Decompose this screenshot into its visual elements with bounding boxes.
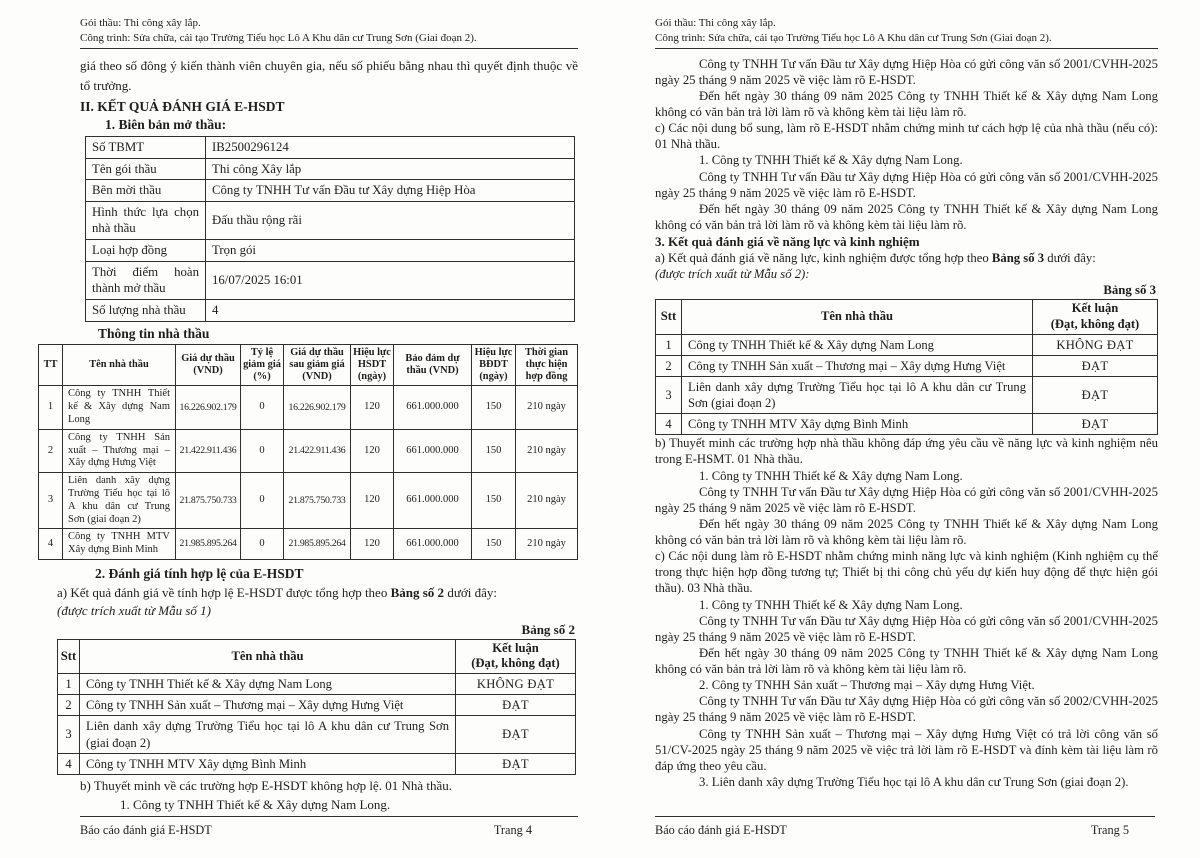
cell-label: Thời điểm hoàn thành mở thầu (86, 261, 206, 299)
column-header: Giá dự thầu (VND) (176, 344, 241, 386)
cell-result: ĐẠT (456, 695, 576, 716)
cell-bidder-name: Công ty TNHH MTV Xây dựng Bình Minh (63, 529, 176, 560)
cell-value: IB2500296124 (206, 136, 575, 158)
cell-bidder-name: Công ty TNHH Sản xuất – Thương mại – Xây dựng Hưng Việt (682, 355, 1033, 376)
page-number: Trang 4 (493, 823, 532, 837)
cell: 3 (656, 377, 682, 414)
paragraph: Công ty TNHH Tư vấn Đầu tư Xây dựng Hiệp Hòa có gửi công văn số 2001/CVHH-2025 ngày 25 tháng 9 năm 2025 về việc làm rõ E-HSDT. (655, 56, 1158, 87)
table-row (656, 377, 1158, 414)
table-row (86, 240, 575, 262)
cell: 661.000.000 (394, 473, 472, 529)
cell-bidder-name: Liên danh xây dựng Trường Tiểu học tại lô A khu dân cư Trung Sơn (giai đoạn 2) (63, 473, 176, 529)
running-header-line1: Gói thầu: Thi công xây lắp. (655, 17, 776, 29)
cell-value: 16/07/2025 16:01 (206, 261, 575, 299)
cell: 661.000.000 (394, 429, 472, 472)
cell: 2 (58, 695, 80, 716)
cell-bidder-name: Công ty TNHH Sản xuất – Thương mại – Xây dựng Hưng Việt (80, 695, 456, 716)
cell-bidder-name: Liên danh xây dựng Trường Tiểu học tại lô A khu dân cư Trung Sơn (giai đoạn 2) (682, 377, 1033, 414)
page-footer (80, 816, 578, 838)
subsection-eligibility-title: 2. Đánh giá tính hợp lệ của E-HSDT (95, 565, 304, 581)
cell-label: Hình thức lựa chọn nhà thầu (86, 201, 206, 239)
running-header-line2: Công trình: Sửa chữa, cải tạo Trường Tiểu học Lô A Khu dân cư Trung Sơn (Giai đoạn 2). (655, 31, 1052, 44)
cell: 210 ngày (516, 529, 578, 560)
cell: 4 (656, 414, 682, 435)
column-header-line2: (Đạt, không đạt) (1050, 317, 1140, 332)
cell-result: KHÔNG ĐẠT (1033, 334, 1158, 355)
table-row (58, 716, 576, 753)
cell-result: ĐẠT (456, 716, 576, 753)
table-row (86, 261, 575, 299)
cell: 21.422.911.436 (284, 429, 351, 472)
cell-value: Thi công Xây lắp (206, 158, 575, 180)
table-row (39, 429, 578, 472)
cell-result: ĐẠT (456, 753, 576, 774)
page-right (655, 0, 1158, 858)
paragraph: Đến hết ngày 30 tháng 09 năm 2025 Công ty TNHH Thiết kế & Xây dựng Nam Long không có văn bản trả lời làm rõ và không kèm tài liệu làm rõ. (655, 645, 1158, 677)
cell: 4 (58, 753, 80, 774)
page-left (38, 0, 578, 858)
footer-label: Báo cáo đánh giá E-HSDT (80, 823, 212, 837)
cell-result: ĐẠT (1033, 414, 1158, 435)
cell: 21.875.750.733 (284, 473, 351, 529)
column-header-line1: Kết luận (492, 640, 539, 655)
eligibility-summary-line (57, 585, 578, 602)
cell: 0 (241, 529, 284, 560)
explanation-line: b) Thuyết minh các trường hợp nhà thầu không đáp ứng yêu cầu về năng lực và kinh nghiệm nêu trong E-HSMT. 01 Nhà thầu. (655, 436, 1158, 467)
cell: 120 (351, 529, 394, 560)
cell-label: Số TBMT (86, 136, 206, 158)
list-item: 3. Liên danh xây dựng Trường Tiểu học tại lô A khu dân cư Trung Sơn (giai đoạn 2). (699, 774, 1129, 789)
cell: 0 (241, 429, 284, 472)
page-number: Trang 5 (1090, 823, 1129, 837)
open-bid-table (85, 136, 575, 322)
extract-note: (được trích xuất từ Mẫu số 1) (57, 602, 211, 618)
explanation-line: b) Thuyết minh về các trường hợp E-HSDT không hợp lệ. 01 Nhà thầu. (80, 777, 452, 793)
running-header (655, 0, 1158, 49)
table-row (86, 136, 575, 158)
paragraph: Công ty TNHH Tư vấn Đầu tư Xây dựng Hiệp Hòa có gửi công văn số 2001/CVHH-2025 ngày 25 tháng 9 năm 2025 về việc làm rõ E-HSDT. (655, 484, 1158, 515)
paragraph: Đến hết ngày 30 tháng 09 năm 2025 Công ty TNHH Thiết kế & Xây dựng Nam Long không có văn bản trả lời làm rõ và không kèm tài liệu làm rõ. (655, 516, 1158, 548)
table-reference: Bảng số 3 (991, 251, 1045, 266)
cell-value: 4 (206, 299, 575, 321)
table-caption: Bảng số 3 (1103, 283, 1156, 298)
table-row (58, 674, 576, 695)
paragraph: Công ty TNHH Sản xuất – Thương mại – Xây dựng Hưng Việt có trả lời công văn số 51/CV-2025 ngày 25 tháng 9 năm 2025 về việc trả lời làm rõ E-HSDT và đính kèm tài liệu làm rõ đáp ứng theo yêu cầu. (655, 726, 1158, 773)
cell: 150 (472, 386, 516, 429)
cell: 661.000.000 (394, 529, 472, 560)
cell: 0 (241, 473, 284, 529)
table-row (39, 473, 578, 529)
table-row (656, 355, 1158, 376)
cell: 21.985.895.264 (284, 529, 351, 560)
table-row (86, 180, 575, 202)
cell: 150 (472, 473, 516, 529)
cell: 3 (39, 473, 63, 529)
column-header: Stt (58, 639, 80, 673)
text-segment: dưới đây: (1044, 251, 1096, 266)
cell-result: KHÔNG ĐẠT (456, 674, 576, 695)
cell: 1 (656, 334, 682, 355)
cell: 2 (39, 429, 63, 472)
footer-label: Báo cáo đánh giá E-HSDT (655, 823, 787, 837)
header-row (58, 639, 576, 673)
column-header: Tên nhà thầu (63, 344, 176, 386)
clarification-line: c) Các nội dung làm rõ E-HSDT nhằm chứng minh năng lực và kinh nghiệm (Kinh nghiệm cụ thể trong thực hiện hợp đồng tương tự; Thiết bị thi công chủ yếu dự kiến huy động để thực hiện gói thầu). 03 Nhà thầu. (655, 549, 1158, 596)
extract-note: (được trích xuất từ Mẫu số 2): (655, 267, 810, 282)
header-row (39, 344, 578, 386)
cell: 120 (351, 429, 394, 472)
paragraph: Công ty TNHH Tư vấn Đầu tư Xây dựng Hiệp Hòa có gửi công văn số 2002/CVHH-2025 ngày 25 tháng 9 năm 2025 về việc làm rõ E-HSDT. (655, 694, 1158, 725)
column-header: Tỷ lệ giảm giá (%) (241, 344, 284, 386)
capability-table (655, 299, 1158, 435)
table-caption: Bảng số 2 (521, 621, 575, 637)
paragraph: Đến hết ngày 30 tháng 09 năm 2025 Công ty TNHH Thiết kế & Xây dựng Nam Long không có văn bản trả lời làm rõ và không kèm tài liệu làm rõ. (655, 201, 1158, 232)
table-row (39, 386, 578, 429)
column-header (456, 639, 576, 673)
cell-value: Công ty TNHH Tư vấn Đầu tư Xây dựng Hiệp Hòa (206, 180, 575, 202)
cell: 2 (656, 355, 682, 376)
list-item: 1. Công ty TNHH Thiết kế & Xây dựng Nam Long. (120, 796, 391, 812)
column-header: Thời gian thực hiện hợp đồng (516, 344, 578, 386)
table-row (86, 201, 575, 239)
cell: 21.875.750.733 (176, 473, 241, 529)
cell: 150 (472, 429, 516, 472)
cell: 0 (241, 386, 284, 429)
paragraph: c) Các nội dung bổ sung, làm rõ E-HSDT nhằm chứng minh tư cách hợp lệ của nhà thầu (nếu có): 01 Nhà thầu. (655, 121, 1158, 152)
cell: 661.000.000 (394, 386, 472, 429)
column-header: Bảo đảm dự thầu (VND) (394, 344, 472, 386)
cell-bidder-name: Công ty TNHH Thiết kế & Xây dựng Nam Long (80, 674, 456, 695)
cell: 120 (351, 473, 394, 529)
cell: 150 (472, 529, 516, 560)
column-header: Giá dự thầu sau giảm giá (VND) (284, 344, 351, 386)
bidder-info-table (38, 344, 578, 560)
column-header: TT (39, 344, 63, 386)
cell-bidder-name: Công ty TNHH MTV Xây dựng Bình Minh (682, 414, 1033, 435)
column-header: Tên nhà thầu (682, 300, 1033, 334)
column-header-line1: Kết luận (1071, 301, 1119, 316)
cell-result: ĐẠT (1033, 377, 1158, 414)
intro-paragraph: giá theo số đông ý kiến thành viên chuyên gia, nếu số phiếu bằng nhau thì quyết định thuộc về tổ trưởng. (80, 57, 578, 93)
cell: 21.985.895.264 (176, 529, 241, 560)
table-row (39, 529, 578, 560)
text-segment: a) Kết quả đánh giá về tính hợp lệ E-HSDT được tổng hợp theo (57, 584, 391, 600)
table-row (86, 299, 575, 321)
running-header-line2: Công trình: Sửa chữa, cải tạo Trường Tiểu học Lô A Khu dân cư Trung Sơn (Giai đoạn 2). (80, 31, 477, 44)
list-item: 1. Công ty TNHH Thiết kế & Xây dựng Nam Long. (699, 468, 963, 483)
column-header (1033, 300, 1158, 334)
table-reference: Bảng số 2 (390, 584, 445, 600)
subsection-open-bid-title: 1. Biên bản mở thầu: (105, 116, 227, 132)
section-title: II. KẾT QUẢ ĐÁNH GIÁ E-HSDT (80, 98, 285, 114)
cell: 16.226.902.179 (284, 386, 351, 429)
running-header (80, 0, 578, 49)
section-capability-title: 3. Kết quả đánh giá về năng lực và kinh nghiệm (655, 234, 920, 250)
text-segment: a) Kết quả đánh giá về năng lực, kinh nghiệm được tổng hợp theo (655, 251, 992, 266)
cell-bidder-name: Liên danh xây dựng Trường Tiểu học tại lô A khu dân cư Trung Sơn (giai đoạn 2) (80, 716, 456, 753)
eligibility-table (57, 639, 576, 775)
cell: 210 ngày (516, 473, 578, 529)
table-row (58, 753, 576, 774)
column-header: Hiệu lực BĐDT (ngày) (472, 344, 516, 386)
header-row (656, 300, 1158, 334)
list-item: 1. Công ty TNHH Thiết kế & Xây dựng Nam Long. (699, 597, 963, 612)
running-header-line1: Gói thầu: Thi công xây lắp. (80, 17, 201, 29)
table-row (656, 414, 1158, 435)
cell-bidder-name: Công ty TNHH Thiết kế & Xây dựng Nam Long (63, 386, 176, 429)
cell: 1 (58, 674, 80, 695)
column-header: Tên nhà thầu (80, 639, 456, 673)
cell-value: Trọn gói (206, 240, 575, 262)
column-header-line2: (Đạt, không đạt) (471, 656, 560, 671)
page-footer (655, 816, 1155, 838)
cell: 210 ngày (516, 386, 578, 429)
cell: 120 (351, 386, 394, 429)
cell: 1 (39, 386, 63, 429)
cell-result: ĐẠT (1033, 355, 1158, 376)
table-row (58, 695, 576, 716)
cell: 4 (39, 529, 63, 560)
cell: 16.226.902.179 (176, 386, 241, 429)
cell-label: Số lượng nhà thầu (86, 299, 206, 321)
cell-bidder-name: Công ty TNHH Thiết kế & Xây dựng Nam Long (682, 334, 1033, 355)
table-row (656, 334, 1158, 355)
column-header: Hiệu lực HSDT (ngày) (351, 344, 394, 386)
cell-bidder-name: Công ty TNHH MTV Xây dựng Bình Minh (80, 753, 456, 774)
list-item: 2. Công ty TNHH Sản xuất – Thương mại – Xây dựng Hưng Việt. (699, 678, 1035, 693)
cell-label: Tên gói thầu (86, 158, 206, 180)
cell-label: Bên mời thầu (86, 180, 206, 202)
capability-summary-line (655, 250, 1158, 266)
paragraph: Công ty TNHH Tư vấn Đầu tư Xây dựng Hiệp Hòa có gửi công văn số 2001/CVHH-2025 ngày 25 tháng 9 năm 2025 về việc làm rõ E-HSDT. (655, 613, 1158, 644)
text-segment: dưới đây: (444, 584, 497, 600)
list-item: 1. Công ty TNHH Thiết kế & Xây dựng Nam Long. (699, 153, 963, 168)
cell-label: Loại hợp đồng (86, 240, 206, 262)
cell-bidder-name: Công ty TNHH Sản xuất – Thương mại – Xây dựng Hưng Việt (63, 429, 176, 472)
cell: 3 (58, 716, 80, 753)
paragraph: Đến hết ngày 30 tháng 09 năm 2025 Công ty TNHH Thiết kế & Xây dựng Nam Long không có văn bản trả lời làm rõ và không kèm tài liệu làm rõ. (655, 88, 1158, 120)
table-row (86, 158, 575, 180)
bidder-info-title: Thông tin nhà thầu (98, 325, 210, 341)
cell: 21.422.911.436 (176, 429, 241, 472)
paragraph: Công ty TNHH Tư vấn Đầu tư Xây dựng Hiệp Hòa có gửi công văn số 2001/CVHH-2025 ngày 25 tháng 9 năm 2025 về việc làm rõ E-HSDT. (655, 169, 1158, 200)
cell: 210 ngày (516, 429, 578, 472)
cell-value: Đấu thầu rộng rãi (206, 201, 575, 239)
column-header: Stt (656, 300, 682, 334)
